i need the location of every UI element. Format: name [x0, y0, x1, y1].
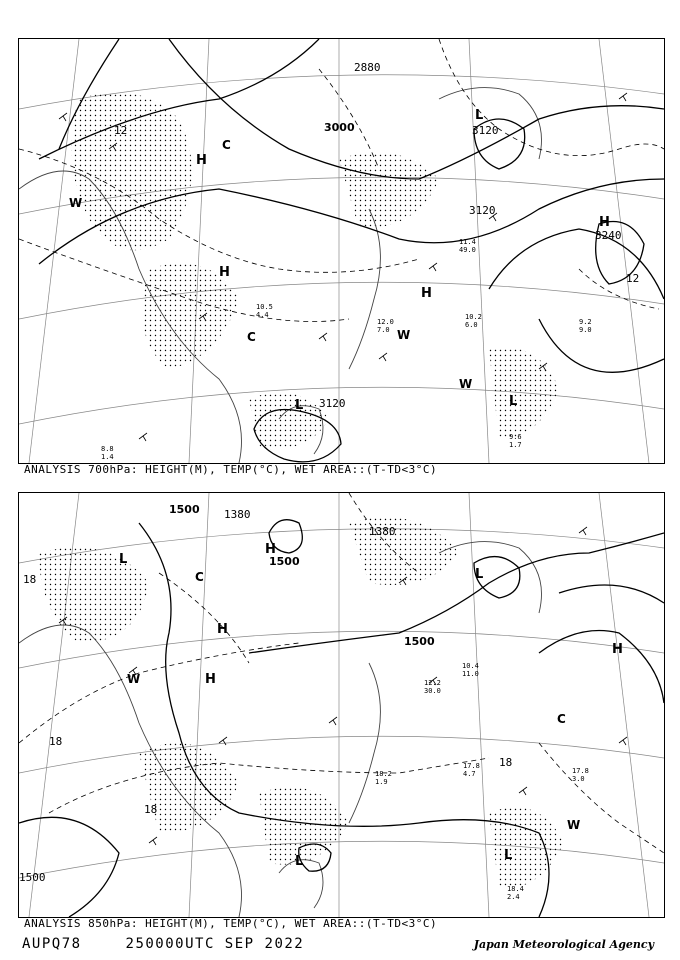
caption-850hpa: ANALYSIS 850hPa: HEIGHT(M), TEMP(°C), WET AREA::(T-TD<3°C)	[24, 917, 438, 930]
station-dewpoint-depression: 49.0	[459, 246, 476, 254]
warm-marker: W	[459, 377, 473, 391]
height-label: 1380	[224, 508, 251, 521]
station-temp: 17.8	[572, 767, 589, 775]
high-marker: H	[599, 215, 610, 230]
temperature-label: 18	[144, 803, 158, 816]
height-label: 1500	[19, 871, 46, 884]
high-marker: H	[265, 542, 276, 557]
warm-marker: W	[69, 196, 83, 210]
station-dewpoint-depression: 4.7	[463, 770, 476, 778]
low-marker: L	[295, 854, 304, 869]
station-dewpoint-depression: 30.0	[424, 687, 441, 695]
cold-marker: C	[557, 712, 566, 726]
chart-panel-700hpa	[18, 38, 665, 464]
warm-marker: W	[567, 818, 581, 832]
height-label: 3120	[319, 397, 346, 410]
station-temp: 8.8	[101, 445, 114, 453]
station-temp: 9.2	[579, 318, 592, 326]
temperature-label: 12	[114, 124, 128, 137]
high-marker: H	[612, 642, 623, 657]
station-temp: 18.2	[375, 770, 392, 778]
station-dewpoint-depression: 7.0	[377, 326, 390, 334]
station-dewpoint-depression: 1.4	[101, 453, 114, 461]
station-temp: 11.4	[459, 238, 476, 246]
cold-marker: C	[195, 570, 204, 584]
high-marker: H	[219, 265, 230, 280]
map-700hpa	[19, 39, 664, 463]
station-dewpoint-depression: 6.0	[465, 321, 478, 329]
temperature-label: 12	[626, 272, 640, 285]
station-temp: 10.2	[465, 313, 482, 321]
temperature-label: 18	[499, 756, 513, 769]
cold-marker: C	[222, 138, 231, 152]
agency-name: Japan Meteorological Agency	[473, 938, 654, 951]
high-marker: H	[217, 622, 228, 637]
height-label: 3120	[472, 124, 499, 137]
height-label: 3120	[469, 204, 496, 217]
station-temp: 12.0	[377, 318, 394, 326]
high-marker: H	[196, 153, 207, 168]
height-label: 1500	[269, 555, 300, 568]
temperature-label: 18	[23, 573, 37, 586]
height-label: 3240	[595, 229, 622, 242]
height-label: 3000	[324, 121, 355, 134]
station-temp: 9.6	[509, 433, 522, 441]
caption-700hpa: ANALYSIS 700hPa: HEIGHT(M), TEMP(°C), WET AREA::(T-TD<3°C)	[24, 463, 438, 476]
high-marker: H	[205, 672, 216, 687]
low-marker: L	[475, 108, 484, 123]
height-label: 1500	[169, 503, 200, 516]
height-label: 1500	[404, 635, 435, 648]
station-values	[375, 662, 589, 901]
chart-panel-850hpa	[18, 492, 665, 918]
height-labels	[319, 61, 622, 410]
station-dewpoint-depression: 11.0	[462, 670, 479, 678]
station-dewpoint-depression: 2.4	[507, 893, 520, 901]
product-code: AUPQ78	[22, 936, 82, 952]
low-marker: L	[504, 848, 513, 863]
cold-marker: C	[247, 330, 256, 344]
height-label: 1380	[369, 525, 396, 538]
wind-barbs	[59, 527, 627, 845]
station-temp: 10.5	[256, 303, 273, 311]
station-temp: 18.4	[507, 885, 524, 893]
height-label: 2880	[354, 61, 381, 74]
temperature-label: 18	[49, 735, 63, 748]
high-marker: H	[421, 286, 432, 301]
low-marker: L	[119, 552, 128, 567]
low-marker: L	[509, 394, 518, 409]
warm-marker: W	[127, 672, 141, 686]
station-temp: 17.8	[463, 762, 480, 770]
valid-time: 250000UTC SEP 2022	[125, 936, 305, 952]
station-temp: 12.2	[424, 679, 441, 687]
station-dewpoint-depression: 1.9	[375, 778, 388, 786]
station-dewpoint-depression: 4.4	[256, 311, 269, 319]
station-dewpoint-depression: 3.0	[572, 775, 585, 783]
low-marker: L	[295, 398, 304, 413]
station-dewpoint-depression: 9.0	[579, 326, 592, 334]
warm-marker: W	[397, 328, 411, 342]
product-header	[22, 936, 338, 952]
station-temp: 10.4	[462, 662, 479, 670]
map-850hpa	[19, 493, 664, 917]
station-dewpoint-depression: 1.7	[509, 441, 522, 449]
low-marker: L	[475, 567, 484, 582]
